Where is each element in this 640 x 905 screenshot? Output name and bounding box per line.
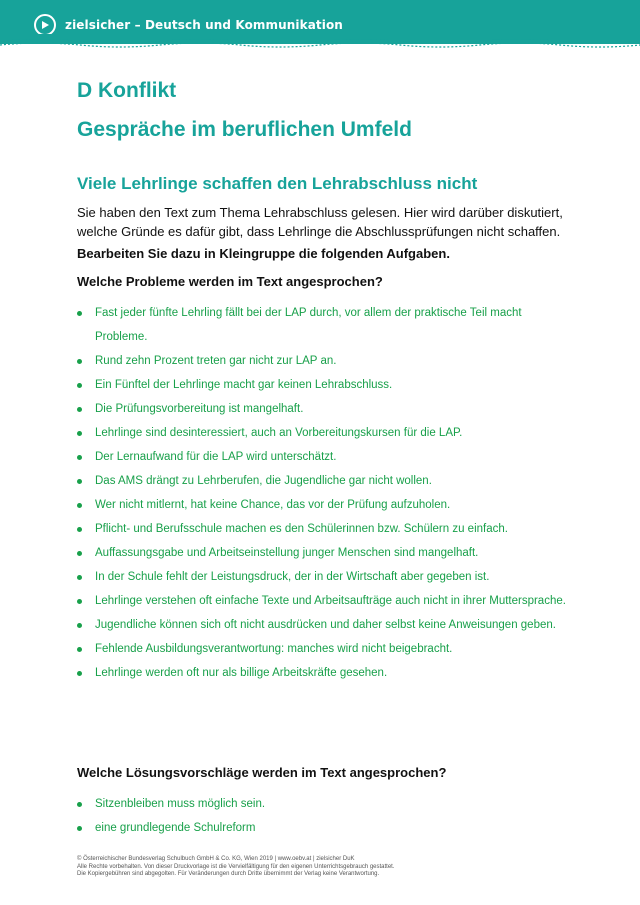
list-item-text: Ein Fünftel der Lehrlinge macht gar keinen Lehrabschluss. (95, 379, 393, 391)
bullet-icon (77, 575, 82, 580)
list-item (77, 397, 567, 421)
list-item-text: Auffassungsgabe und Arbeitseinstellung junger Menschen sind mangelhaft. (95, 547, 479, 559)
intro-text: Sie haben den Text zum Thema Lehrabschluss gelesen. Hier wird darüber diskutiert, welche Gründe es dafür gibt, dass Lehrlinge die Abschlussprüfungen nicht schaffen. (77, 205, 563, 239)
list-item (77, 445, 567, 469)
bullet-icon (77, 551, 82, 556)
list-item (77, 792, 567, 816)
list-item-text: Der Lernaufwand für die LAP wird unterschätzt. (95, 451, 337, 463)
list-item (77, 637, 567, 661)
page-title: Gespräche im beruflichen Umfeld (77, 118, 412, 141)
list-item (77, 349, 567, 373)
brand (34, 14, 343, 36)
bullet-icon (77, 671, 82, 676)
header-wave-decoration (0, 34, 640, 50)
answer-list-solutions (77, 792, 567, 840)
list-item (77, 517, 567, 541)
list-item (77, 301, 567, 349)
question-problems: Welche Probleme werden im Text angesprochen? (77, 274, 383, 289)
bullet-icon (77, 599, 82, 604)
list-item-text: In der Schule fehlt der Leistungsdruck, der in der Wirtschaft aber gegeben ist. (95, 571, 490, 583)
play-icon (34, 14, 56, 36)
bullet-icon (77, 383, 82, 388)
list-item (77, 469, 567, 493)
list-item-text: Lehrlinge verstehen oft einfache Texte und Arbeitsaufträge auch nicht in ihrer Muttersprache. (95, 595, 566, 607)
list-item-text: Lehrlinge werden oft nur als billige Arbeitskräfte gesehen. (95, 667, 388, 679)
footer-copyright: © Österreichischer Bundesverlag Schulbuch GmbH & Co. KG, Wien 2019 | www.oebv.at | zielsicher DuK (77, 856, 355, 862)
brand-title: zielsicher – Deutsch und Kommunikation (65, 18, 343, 32)
list-item (77, 373, 567, 397)
list-item-text: Wer nicht mitlernt, hat keine Chance, das vor der Prüfung aufzuholen. (95, 499, 451, 511)
list-item (77, 421, 567, 445)
bullet-icon (77, 826, 82, 831)
list-item-text: eine grundlegende Schulreform (95, 822, 256, 834)
list-item-text: Fehlende Ausbildungsverantwortung: manches wird nicht beigebracht. (95, 643, 453, 655)
bullet-icon (77, 479, 82, 484)
list-item (77, 589, 567, 613)
subtitle: Viele Lehrlinge schaffen den Lehrabschluss nicht (77, 174, 478, 193)
list-item-text: Lehrlinge sind desinteressiert, auch an Vorbereitungskursen für die LAP. (95, 427, 463, 439)
list-item-text: Das AMS drängt zu Lehrberufen, die Jugendliche gar nicht wollen. (95, 475, 432, 487)
section-heading: D Konflikt (77, 79, 177, 102)
list-item (77, 613, 567, 637)
list-item-text: Rund zehn Prozent treten gar nicht zur LAP an. (95, 355, 337, 367)
list-item-text: Fast jeder fünfte Lehrling fällt bei der LAP durch, vor allem der praktische Teil macht Probleme. (95, 307, 522, 343)
answer-list-problems (77, 301, 567, 685)
bullet-icon (77, 802, 82, 807)
list-item-text: Sitzenbleiben muss möglich sein. (95, 798, 266, 810)
list-item (77, 493, 567, 517)
bullet-icon (77, 455, 82, 460)
question-solutions: Welche Lösungsvorschläge werden im Text angesprochen? (77, 765, 447, 780)
bullet-icon (77, 431, 82, 436)
bullet-icon (77, 311, 82, 316)
bullet-icon (77, 623, 82, 628)
page-footer (77, 856, 557, 879)
footer-rights: Alle Rechte vorbehalten. Von dieser Druckvorlage ist die Vervielfältigung für den eigenen Unterrichtsgebrauch gestattet. (77, 863, 395, 870)
list-item-text: Jugendliche können sich oft nicht ausdrücken und daher selbst keine Anweisungen geben. (95, 619, 556, 631)
bullet-icon (77, 359, 82, 364)
footer-disclaimer: Die Kopiergebühren sind abgegolten. Für Veränderungen durch Dritte übernimmt der Verlag keine Verantwortung. (77, 871, 380, 877)
list-item-text: Die Prüfungsvorbereitung ist mangelhaft. (95, 403, 304, 415)
list-item (77, 816, 567, 840)
list-item (77, 661, 567, 685)
bullet-icon (77, 527, 82, 532)
list-item-text: Pflicht- und Berufsschule machen es den Schülerinnen bzw. Schülern zu einfach. (95, 523, 508, 535)
bullet-icon (77, 407, 82, 412)
bullet-icon (77, 503, 82, 508)
list-item (77, 565, 567, 589)
bullet-icon (77, 647, 82, 652)
list-item (77, 541, 567, 565)
task-instruction: Bearbeiten Sie dazu in Kleingruppe die folgenden Aufgaben. (77, 246, 450, 261)
